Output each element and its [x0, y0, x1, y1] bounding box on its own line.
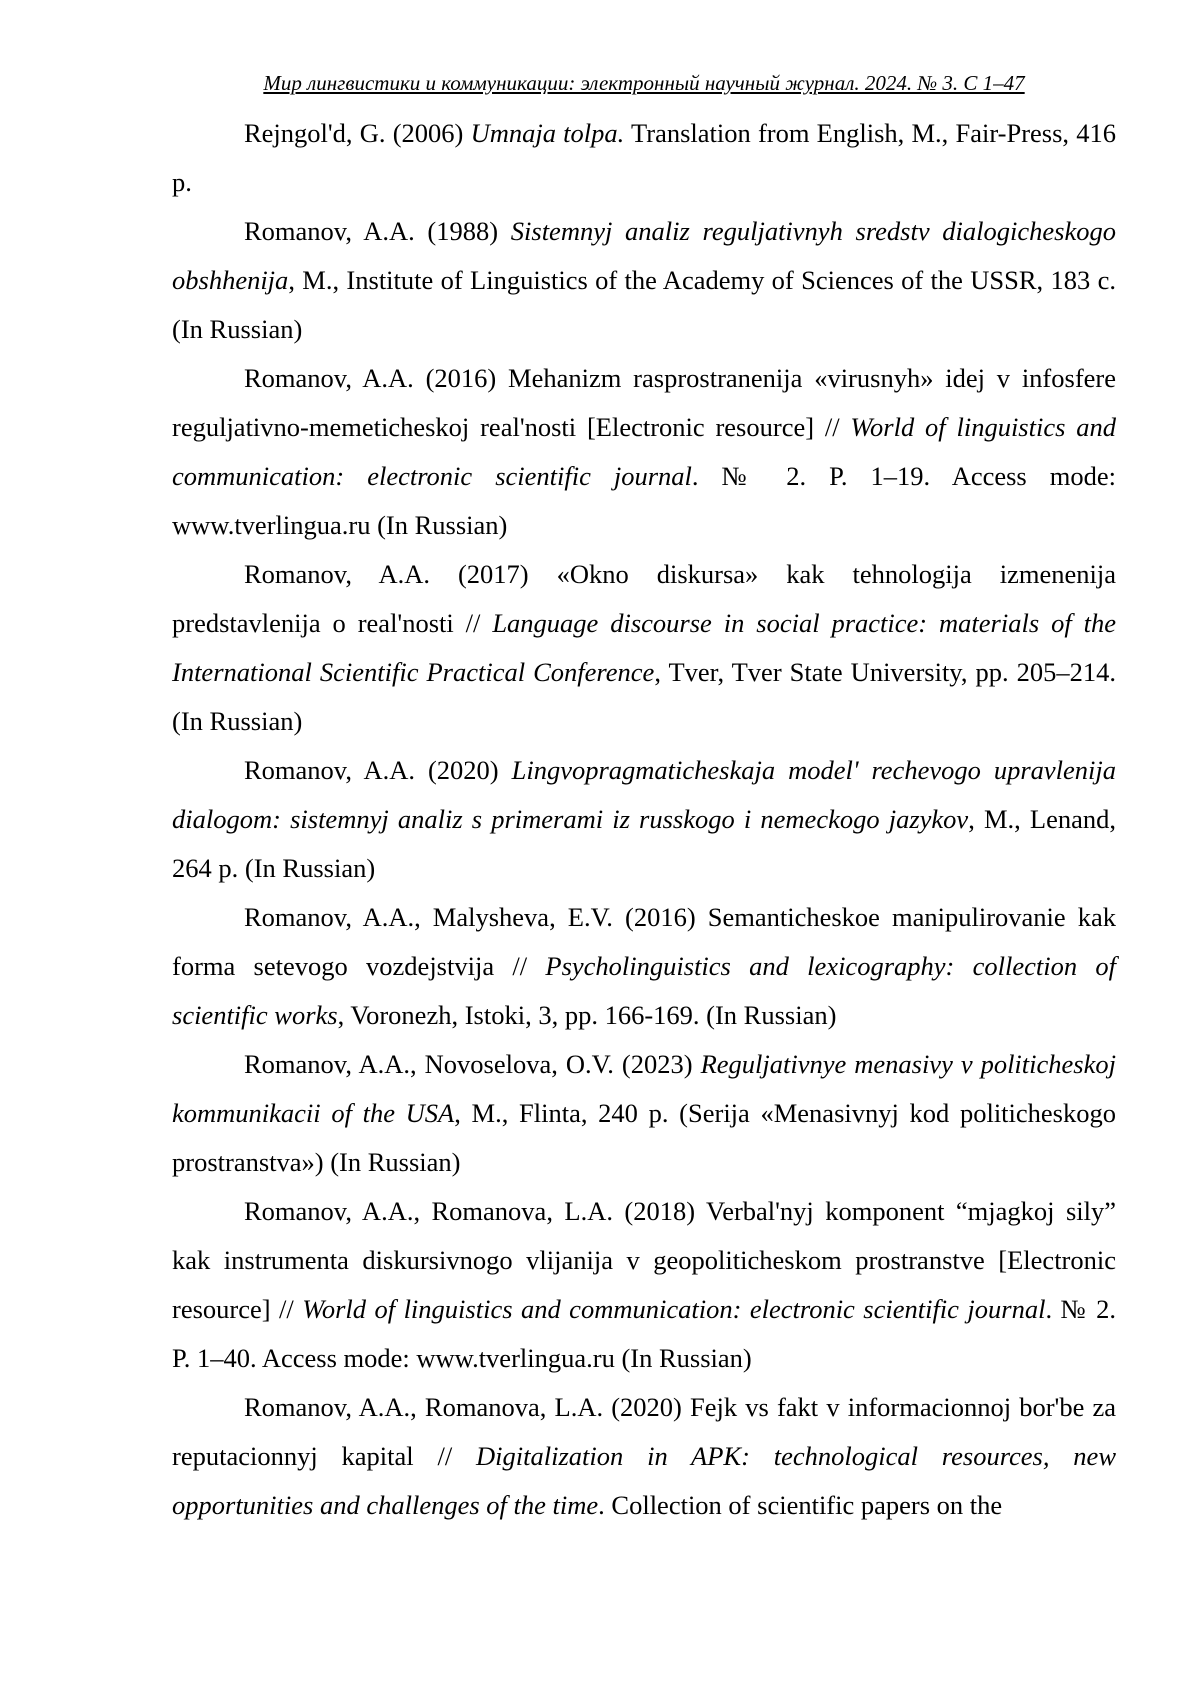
reference-text: , Tver, Tver State University, pp. 205–214. (In Russian)	[172, 657, 1117, 736]
reference-entry	[172, 207, 1116, 354]
reference-entry	[172, 1187, 1116, 1383]
reference-entry	[172, 1040, 1116, 1187]
reference-text: Romanov, A.A., Novoselova, O.V. (2023)	[244, 1049, 701, 1079]
reference-title-italic: Sistemnyj analiz reguljativnyh sredstv dialogicheskogo obshhenija	[172, 216, 1116, 295]
reference-entry	[172, 1383, 1116, 1530]
reference-text: Romanov, A.A. (1988)	[244, 216, 511, 246]
reference-text: Romanov, A.A. (2017) «Okno diskursa» kak tehnologija izmenenija predstavlenija o real'nosti //	[172, 559, 1116, 638]
reference-text: Romanov, A.A., Romanova, L.A. (2018) Verbal'nyj komponent “mjagkoj sily” kak instrumenta diskursivnogo vlijanija v geopoliticheskom prostranstve [Electronic resource] //	[172, 1196, 1116, 1324]
reference-text: , Voronezh, Istoki, 3, pp. 166-169. (In Russian)	[337, 1000, 837, 1030]
reference-title-italic: Language discourse in social practice: materials of the International Scientific Practical Conference	[172, 608, 1116, 687]
running-header: Мир лингвистики и коммуникации: электронный научный журнал. 2024. № 3. С 1–47	[263, 71, 1025, 95]
reference-title-italic: Reguljativnye menasivy v politicheskoj kommunikacii of the USA	[172, 1049, 1116, 1128]
reference-list	[172, 109, 1116, 1530]
reference-entry	[172, 893, 1116, 1040]
reference-entry	[172, 354, 1116, 550]
reference-entry	[172, 746, 1116, 893]
reference-entry	[172, 109, 1116, 207]
reference-text: , M., Flinta, 240 p. (Serija «Menasivnyj kod politicheskogo prostranstva») (In Russian)	[172, 1098, 1116, 1177]
reference-text: . Collection of scientific papers on the	[598, 1490, 1003, 1520]
reference-title-italic: Lingvopragmaticheskaja model' rechevogo upravlenija dialogom: sistemnyj analiz s primerami iz russkogo i nemeckogo jazykov	[172, 755, 1116, 834]
reference-title-italic: World of linguistics and communication: electronic scientific journal	[172, 412, 1116, 491]
reference-text: . № 2. P. 1–40. Access mode: www.tverlingua.ru (In Russian)	[172, 1294, 1116, 1373]
reference-text: , M., Institute of Linguistics of the Academy of Sciences of the USSR, 183 c. (In Russian)	[172, 265, 1116, 344]
reference-text: Romanov, A.A. (2020)	[244, 755, 512, 785]
reference-text: Romanov, A.A., Malysheva, E.V. (2016) Semanticheskoe manipulirovanie kak forma setevogo vozdejstvija //	[172, 902, 1116, 981]
reference-text: Romanov, A.A. (2016) Mehanizm rasprostranenija «virusnyh» idej v infosfere reguljativno-memeticheskoj real'nosti [Electronic resource] //	[172, 363, 1116, 442]
reference-text: Translation from English, M., Fair-Press, 416 p.	[172, 118, 1116, 197]
reference-text: Romanov, A.A., Romanova, L.A. (2020) Fejk vs fakt v informacionnoj bor'be za reputacionnyj kapital //	[172, 1392, 1116, 1471]
reference-text: , M., Lenand, 264 p. (In Russian)	[172, 804, 1116, 883]
reference-entry	[172, 550, 1116, 746]
reference-title-italic: Psycholinguistics and lexicography: collection of scientific works	[172, 951, 1117, 1030]
reference-text: Rejngol'd, G. (2006)	[244, 118, 471, 148]
reference-title-italic: Umnaja tolpa.	[470, 118, 625, 148]
reference-text: . № 2. P. 1–19. Access mode: www.tverlingua.ru (In Russian)	[172, 461, 1116, 540]
reference-title-italic: Digitalization in APK: technological resources, new opportunities and challenges of the time	[172, 1441, 1116, 1520]
reference-title-italic: World of linguistics and communication: electronic scientific journal	[302, 1294, 1046, 1324]
